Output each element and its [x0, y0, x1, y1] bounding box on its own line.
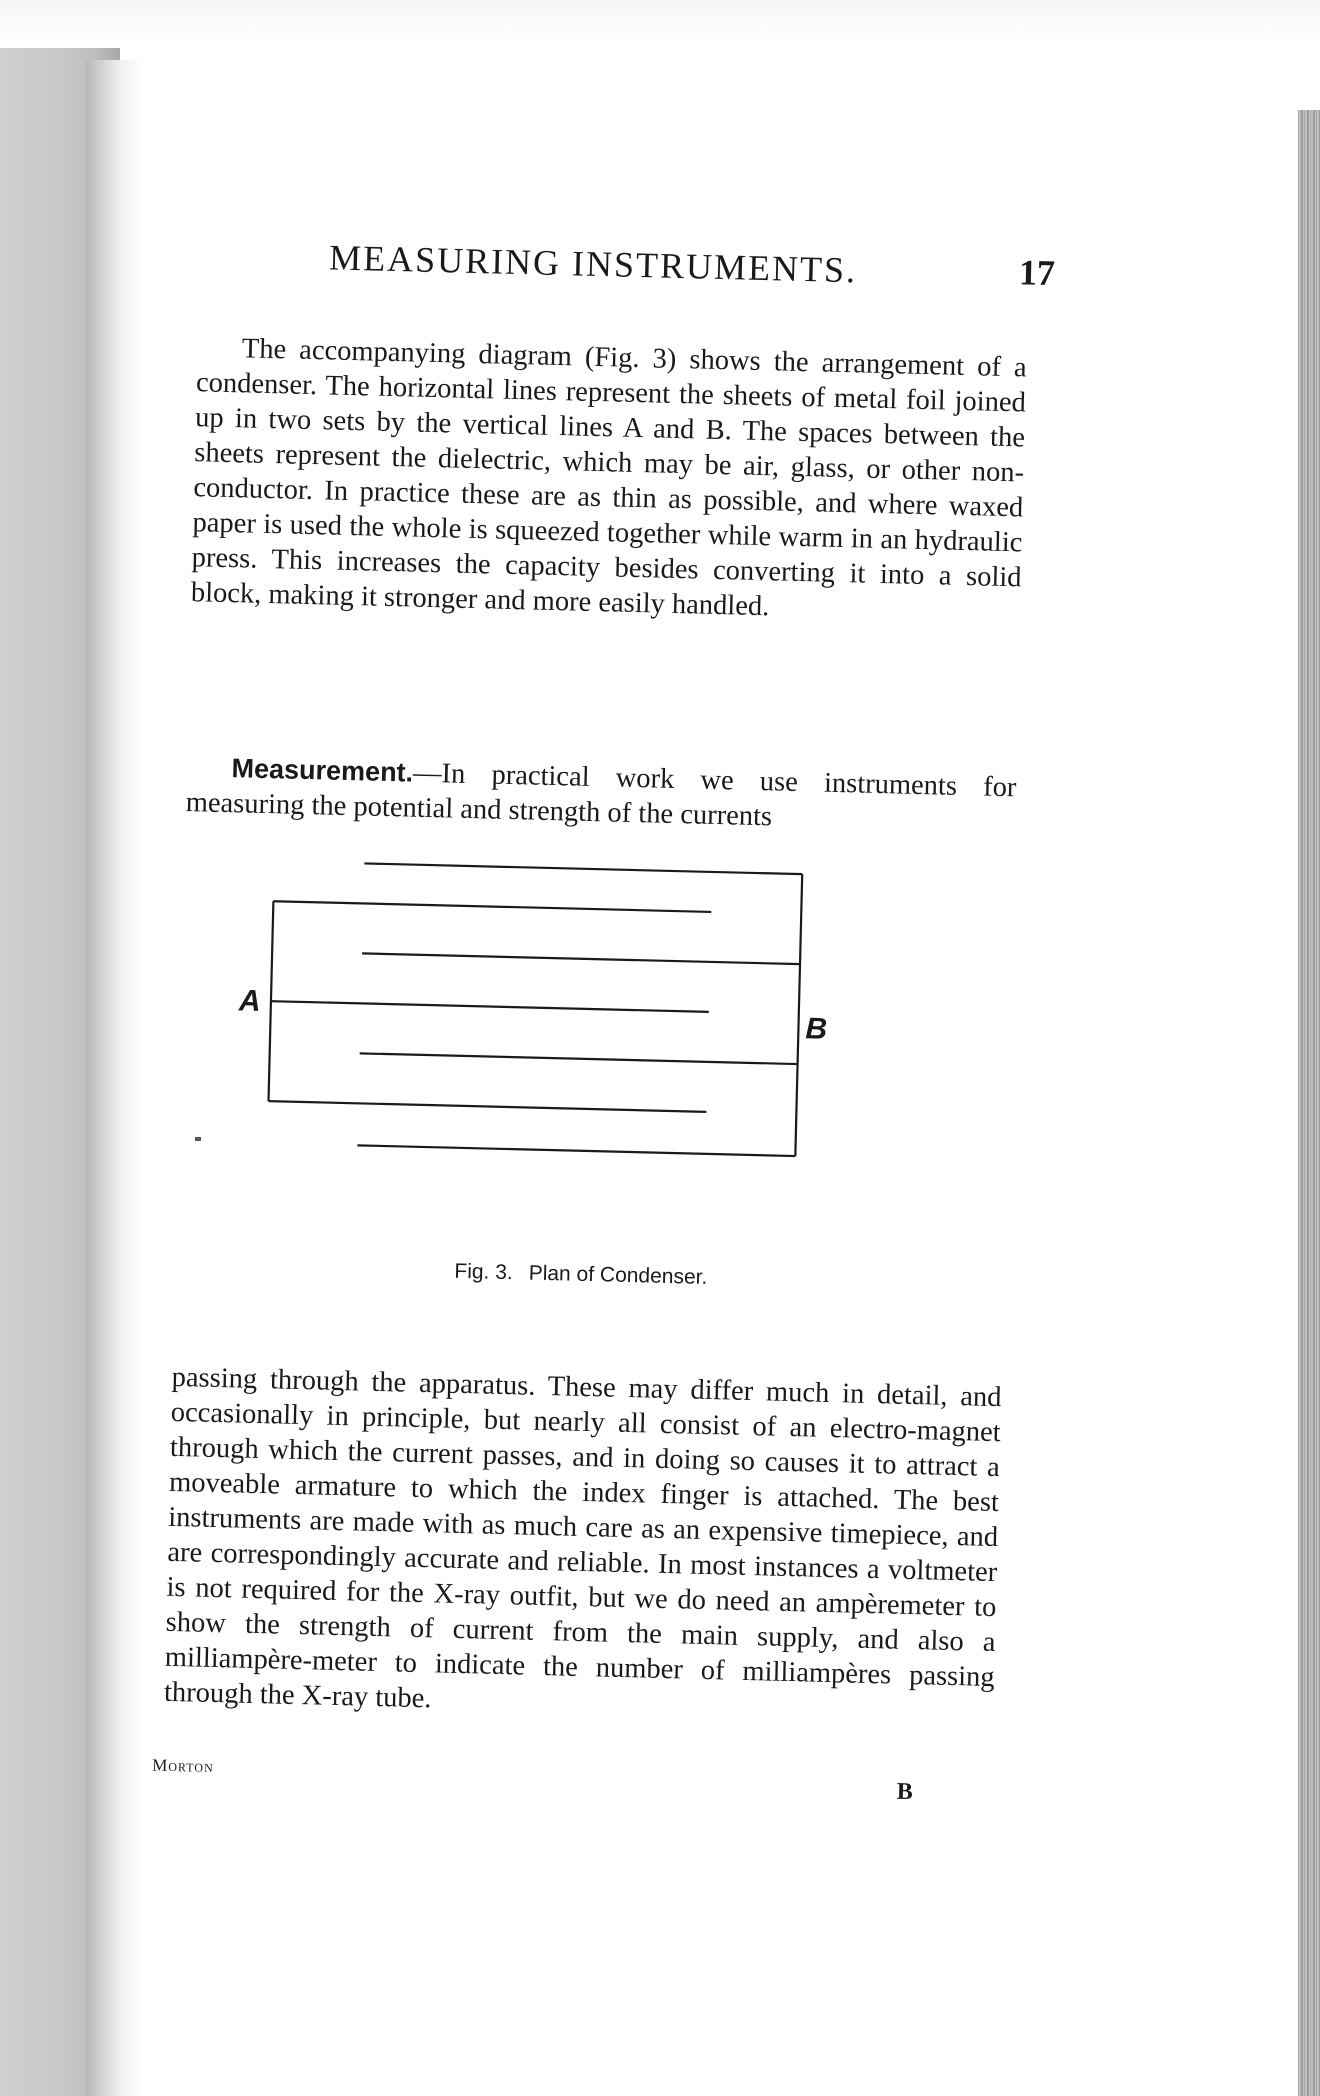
foil-sheet-b-1: [364, 863, 802, 874]
foil-sheet-a-3: [269, 1101, 707, 1112]
vertical-line-b: [795, 874, 802, 1156]
foil-sheet-b-4: [357, 1145, 795, 1156]
page-number: 17: [1018, 252, 1056, 294]
condenser-diagram: [238, 853, 875, 1308]
foil-sheet-a-2: [271, 1001, 709, 1012]
foil-sheet-b-3: [360, 1053, 798, 1064]
signature-mark: B: [896, 1778, 914, 1806]
book-page: [109, 220, 1080, 1922]
paragraph-measurement-text: —In practical work we use instruments for measuring the potential and strength of the currents: [185, 757, 1017, 832]
label-a: A: [238, 984, 262, 1018]
paragraph-measurement: [185, 750, 1016, 840]
condenser-plan-svg: [238, 853, 875, 1308]
figure-caption-text: Plan of Condenser.: [528, 1261, 708, 1289]
page-top-shadow: [0, 0, 1320, 40]
foil-sheet-a-1: [273, 901, 711, 912]
figure-number: Fig. 3.: [454, 1259, 514, 1285]
paragraph-instruments: passing through the apparatus. These may differ much in detail, and occasionally in principle, but nearly all consist of an electro-magnet through which the current passes, and in doing so causes it to attract a moveable armature to which the index finger is attached. The best instruments are made with as much care as an expensive timepiece, and are correspondingly accurate and reliable. In most instances a voltmeter is not required for the X-ray outfit, but we do need an ampèremeter to show the strength of current from the main supply, and also a milliampère-meter to indicate the number of milliampères passing through the X-ray tube.: [163, 1361, 1002, 1714]
page-stack-edge: [1298, 110, 1320, 2096]
label-b: B: [805, 1012, 828, 1046]
foil-sheet-b-2: [362, 953, 800, 964]
paragraph-condenser: The accompanying diagram (Fig. 3) shows the arrangement of a condenser. The horizontal lines represent the sheets of metal foil joined up in two sets by the vertical lines A and B. The spaces between the sheets represent the dielectric, which may be air, glass, or other non-conductor. In practice these are as thin as possible, and where waxed paper is used the whole is squeezed together while warm in an hydraulic press. This increases the capacity besides converting it into a solid block, making it stronger and more easily handled.: [190, 332, 1028, 622]
section-heading-measurement: Measurement.: [231, 752, 414, 788]
printer-signature: Morton: [152, 1755, 214, 1777]
running-head: MEASURING INSTRUMENTS.: [328, 237, 858, 291]
